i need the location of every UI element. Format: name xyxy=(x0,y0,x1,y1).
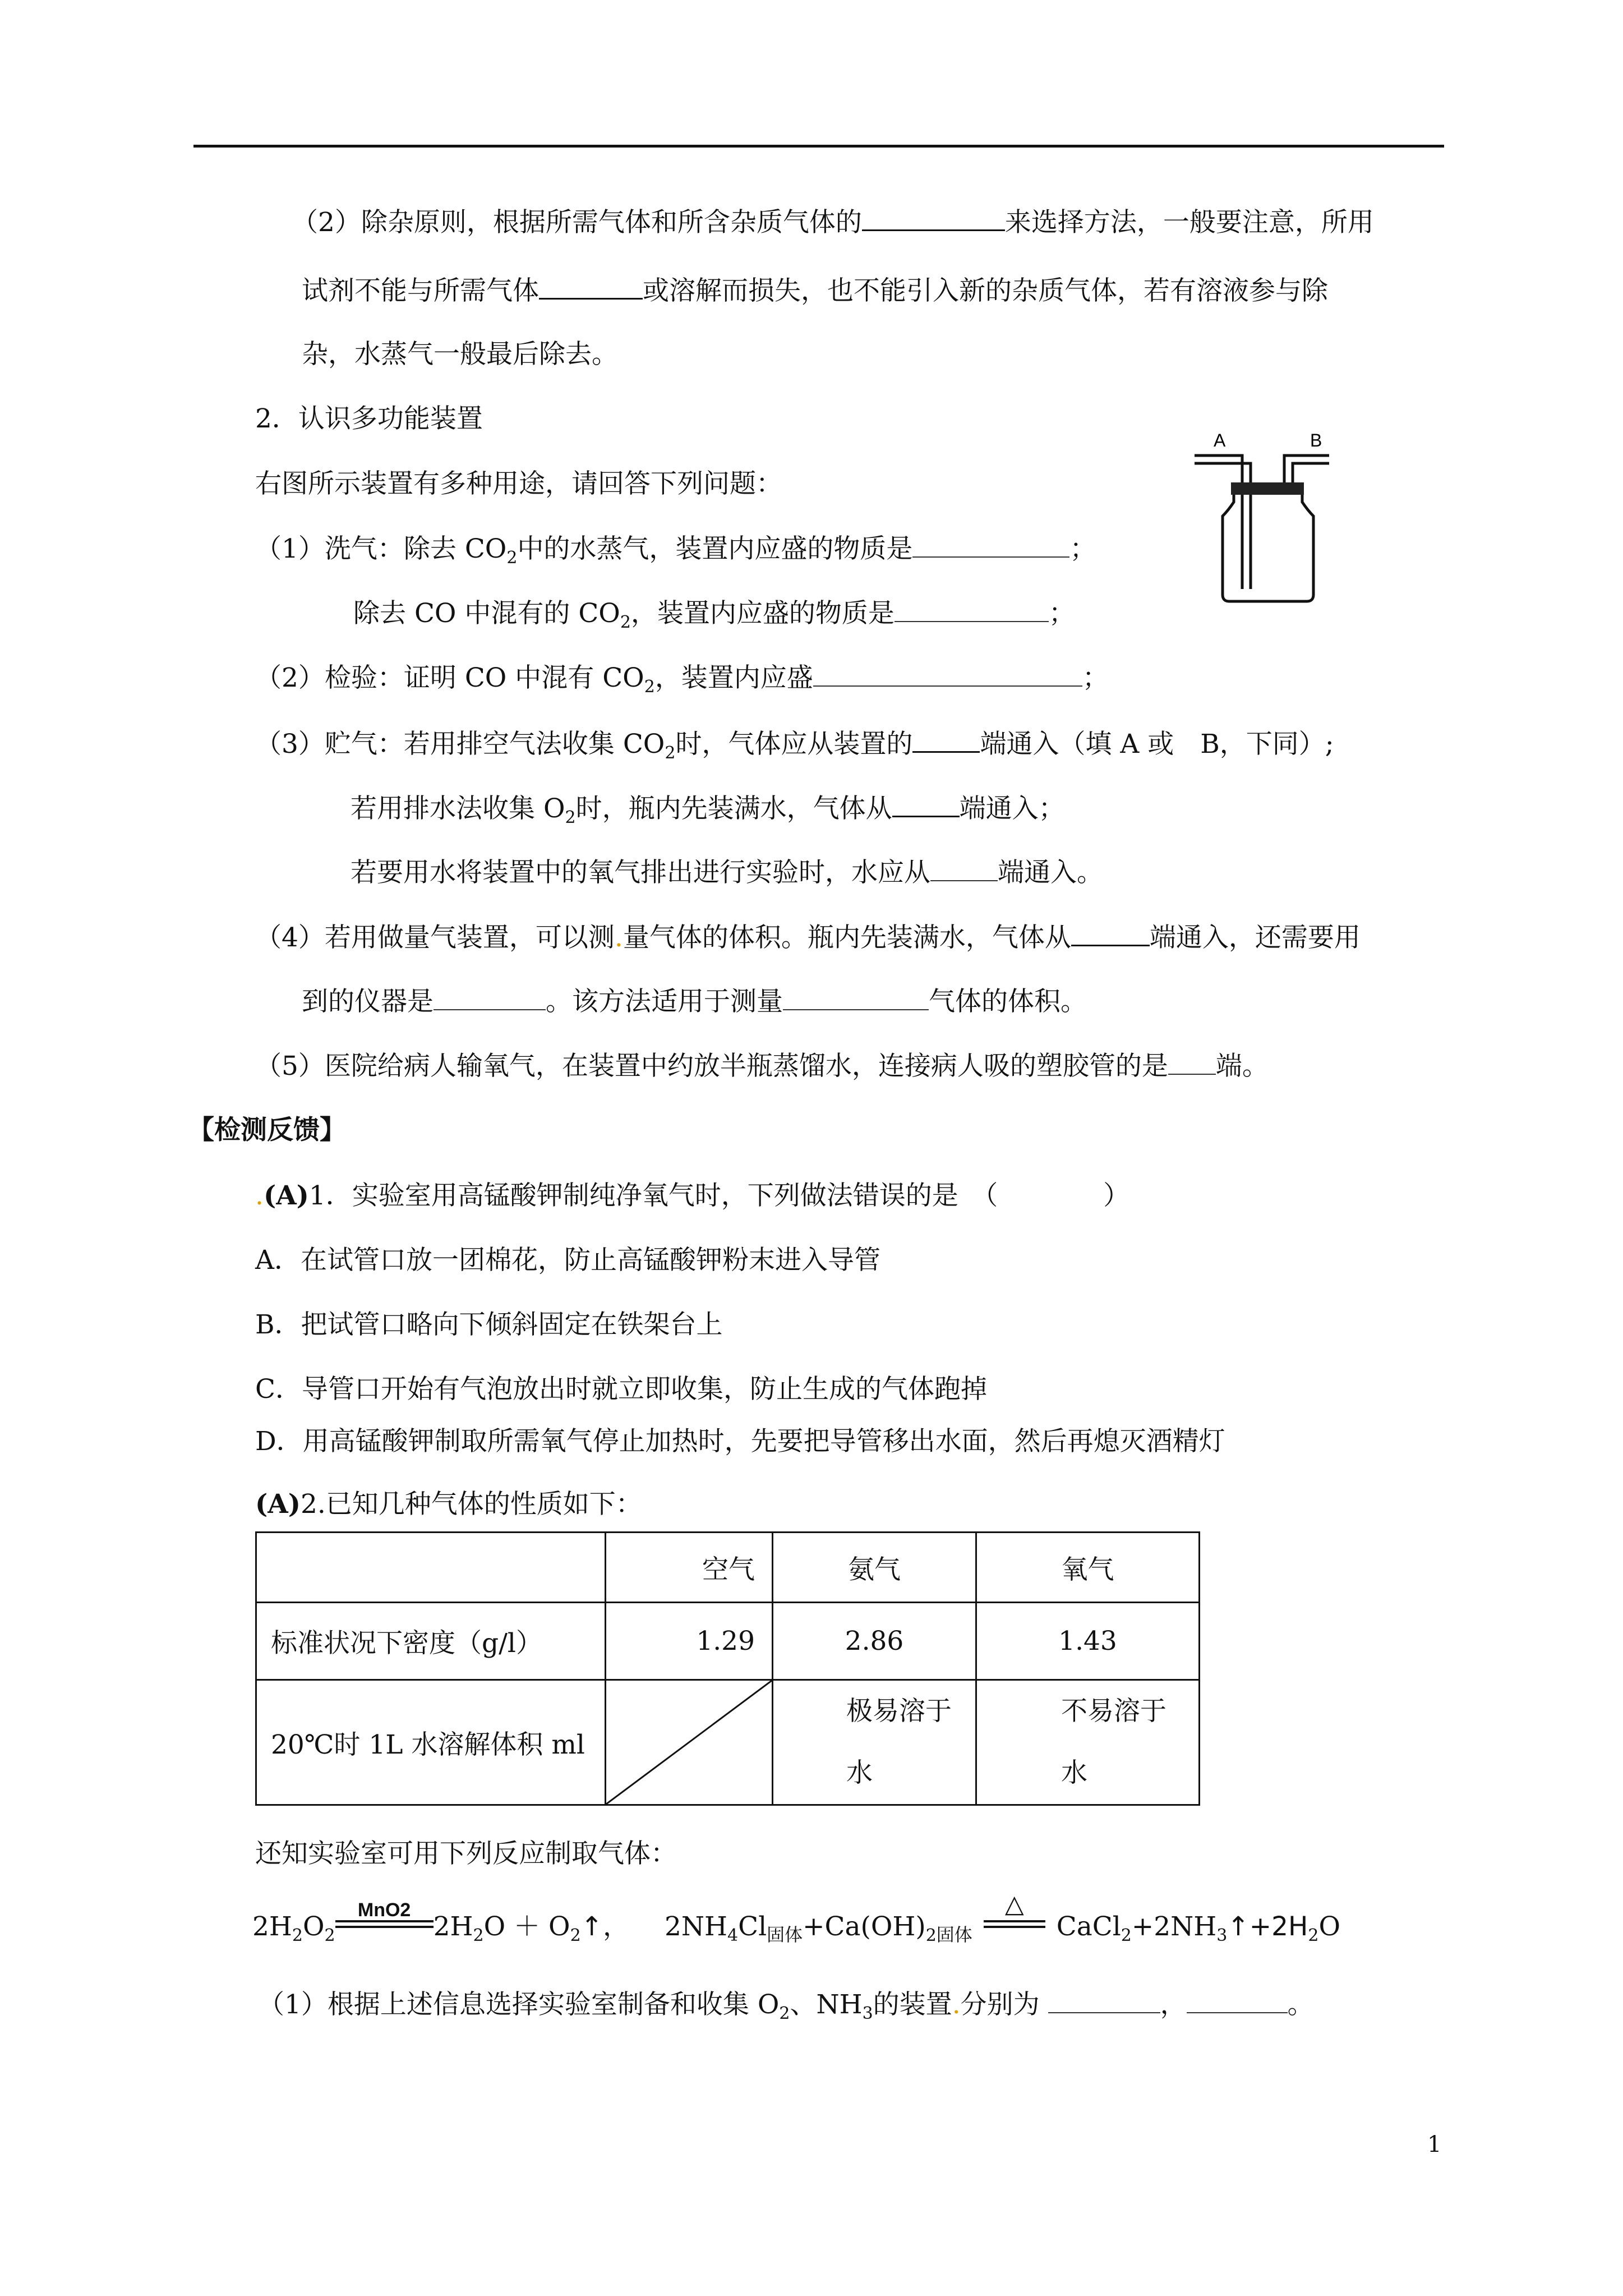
feedback-q1: .(A)1．实验室用高锰酸钾制纯净氧气时，下列做法错误的是 （ ） xyxy=(255,1180,1130,1211)
blank-hospital-end[interactable] xyxy=(1168,1049,1216,1075)
impurity-principle-line-3: 杂，水蒸气一般最后除去。 xyxy=(302,339,618,370)
feedback-heading: 【检测反馈】 xyxy=(188,1115,346,1145)
q-measure-2: 到的仪器是 。该方法适用于测量 气体的体积。 xyxy=(302,984,1087,1019)
equation-h2o2: $2H_2O_2$ MnO2 $2H_2O$ ＋ $O_2↑$， xyxy=(252,1899,630,1945)
blank-gas-type[interactable] xyxy=(783,984,929,1010)
figure-label-a: A xyxy=(1214,430,1226,450)
gas-bottle-figure xyxy=(1189,426,1380,611)
q-store-2: 若用排水法收集 $O_2$时，瓶内先装满水，气体从 端通入； xyxy=(351,791,1065,835)
density-air: 1.29 xyxy=(606,1603,773,1680)
blank-measure-end[interactable] xyxy=(1071,920,1150,946)
blank-store-end-2[interactable] xyxy=(892,791,960,817)
blank-reaction[interactable] xyxy=(539,273,643,300)
table-row-solubility xyxy=(256,1680,1200,1805)
density-oxygen: 1.43 xyxy=(976,1603,1200,1680)
header-oxygen: 氧气 xyxy=(976,1533,1200,1603)
header-rule xyxy=(193,145,1444,148)
feedback-q2: (A)2.已知几种气体的性质如下： xyxy=(255,1489,642,1520)
row-density-label: 标准状况下密度（g/l） xyxy=(256,1603,606,1680)
catalyst-condition: MnO2 xyxy=(335,1910,434,1928)
blank-store-end-3[interactable] xyxy=(930,855,998,881)
header-ammonia: 氨气 xyxy=(773,1533,976,1603)
heating-condition: △ xyxy=(972,1910,1057,1928)
impurity-principle-line-2: 试剂不能与所需气体 或溶解而损失，也不能引入新的杂质气体，若有溶液参与除 xyxy=(302,273,1328,308)
option-a[interactable]: A．在试管口放一团棉花，防止高锰酸钾粉末进入导管 xyxy=(255,1245,880,1276)
q-test: （2）检验：证明 CO 中混有 $CO_2$，装置内应盛 ； xyxy=(255,661,1109,704)
q-store-3: 若要用水将装置中的氧气排出进行实验时，水应从 端通入。 xyxy=(351,855,1103,890)
reaction-intro: 还知实验室可用下列反应制取气体： xyxy=(255,1838,677,1869)
solubility-air-diagonal xyxy=(606,1680,773,1805)
q-store-1: （3）贮气：若用排空气法收集 $CO_2$时，气体应从装置的 端通入（填 A 或 B，下同）; xyxy=(255,726,1334,770)
blank-o2-apparatus[interactable] xyxy=(1048,1987,1160,2013)
q-measure-1: （4）若用做量气装置，可以测.量气体的体积。瓶内先装满水，气体从 端通入，还需要用 xyxy=(255,920,1361,955)
blank-nh3-apparatus[interactable] xyxy=(1187,1987,1288,2013)
page-number: 1 xyxy=(1427,2132,1442,2157)
gas-properties-table xyxy=(255,1531,1200,1806)
feedback-q2-1: （1）根据上述信息选择实验室制备和收集 $O_2$、$NH_3$的装置.分别为 ， 。 xyxy=(258,1987,1314,2031)
row-solubility-label: 20℃时 1L 水溶解体积 ml xyxy=(256,1680,606,1805)
option-c[interactable]: C．导管口开始有气泡放出时就立即收集，防止生成的气体跑掉 xyxy=(255,1374,987,1405)
impurity-principle-line-1: （2）除杂原则，根据所需气体和所含杂质气体的 来选择方法，一般要注意，所用 xyxy=(292,205,1374,240)
q-wash-gas-1: （1）洗气：除去 $CO_2$中的水蒸气，装置内应盛的物质是 ； xyxy=(255,532,1096,575)
blank-test-substance[interactable] xyxy=(813,661,1082,687)
blank-instrument[interactable] xyxy=(434,984,546,1010)
solubility-ammonia: 极易溶于 水 xyxy=(773,1680,976,1805)
solubility-oxygen: 不易溶于 水 xyxy=(976,1680,1200,1805)
q-hospital: （5）医院给病人输氧气，在装置中约放半瓶蒸馏水，连接病人吸的塑胶管的是 端。 xyxy=(255,1049,1269,1083)
q-wash-gas-2: 除去 CO 中混有的 $CO_2$，装置内应盛的物质是 ； xyxy=(353,596,1075,639)
header-air: 空气 xyxy=(606,1533,773,1603)
blank-store-end-1[interactable] xyxy=(912,726,980,753)
table-header-row xyxy=(256,1533,1200,1603)
section-2-intro: 右图所示装置有多种用途，请回答下列问题： xyxy=(255,468,782,499)
option-b[interactable]: B．把试管口略向下倾斜固定在铁架台上 xyxy=(255,1309,723,1340)
density-ammonia: 2.86 xyxy=(773,1603,976,1680)
blank-wash-substance-2[interactable] xyxy=(895,596,1049,622)
blank-property[interactable] xyxy=(862,205,1005,231)
option-d[interactable]: D．用高锰酸钾制取所需氧气停止加热时，先要把导管移出水面，然后再熄灭酒精灯 xyxy=(255,1426,1225,1457)
equation-nh4cl: $2NH_4Cl_{固体}+Ca(OH)_{2固体}$ △ $CaCl_2+2NH_3↑+2H_2O$ xyxy=(665,1890,1341,1945)
section-2-heading: 2．认识多功能装置 xyxy=(255,403,483,434)
table-row-density xyxy=(256,1603,1200,1680)
figure-label-b: B xyxy=(1310,430,1322,450)
blank-wash-substance-1[interactable] xyxy=(912,532,1069,558)
table-corner-cell xyxy=(256,1533,606,1603)
